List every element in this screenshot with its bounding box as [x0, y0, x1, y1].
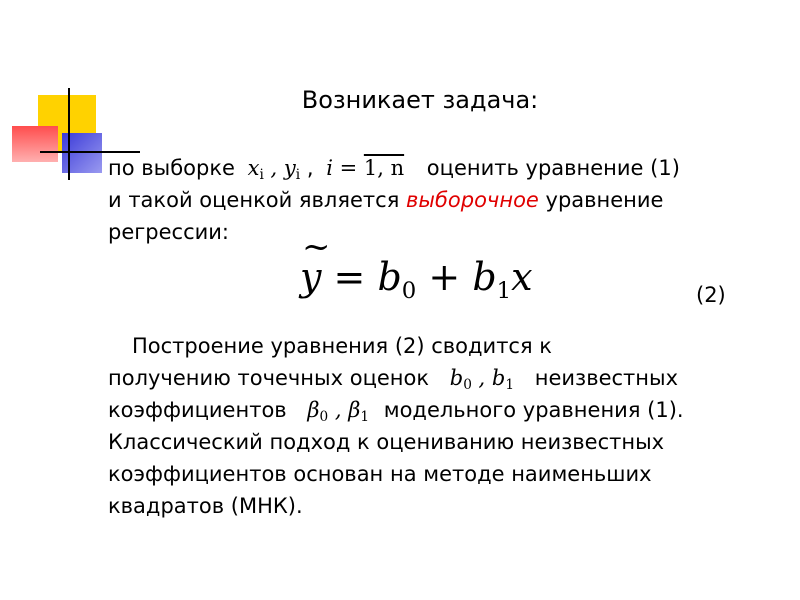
para-line-5: коэффициентов основан на методе наименьших: [108, 462, 652, 486]
estimates-notation: $b_0$ , $b_1$: [449, 366, 515, 394]
regression-line: регрессии:: [108, 220, 229, 244]
sample-line: по выборке $x_i$ , $y_i$ , i = 1, n оценить уравнение (1): [108, 156, 680, 184]
para-line-4: Классический подход к оцениванию неизвестных: [108, 430, 665, 454]
para-line-1: Построение уравнения (2) сводится к: [132, 334, 552, 358]
slide-title: Возникает задача:: [301, 86, 539, 114]
estimate-line: и такой оценкой является выборочное уравнение: [108, 188, 664, 212]
equation-number: (2): [696, 283, 726, 307]
para-line-2: получению точечных оценок $b_0$ , $b_1$ неизвестных: [108, 366, 679, 394]
sample-notation: $x_i$ , $y_i$: [247, 156, 301, 184]
para-line-3: коэффициентов $\beta_0$ , $\beta_1$ модельного уравнения (1).: [108, 398, 684, 426]
red-square: [12, 126, 58, 162]
highlight-word: выборочное: [406, 188, 539, 212]
regression-formula: ~ $y = b_0 + b_1x$: [300, 255, 533, 304]
coefficients-notation: $\beta_0$ , $\beta_1$: [307, 398, 370, 426]
para-line-6: квадратов (МНК).: [108, 494, 303, 518]
index-range: i = 1, n: [326, 156, 405, 180]
